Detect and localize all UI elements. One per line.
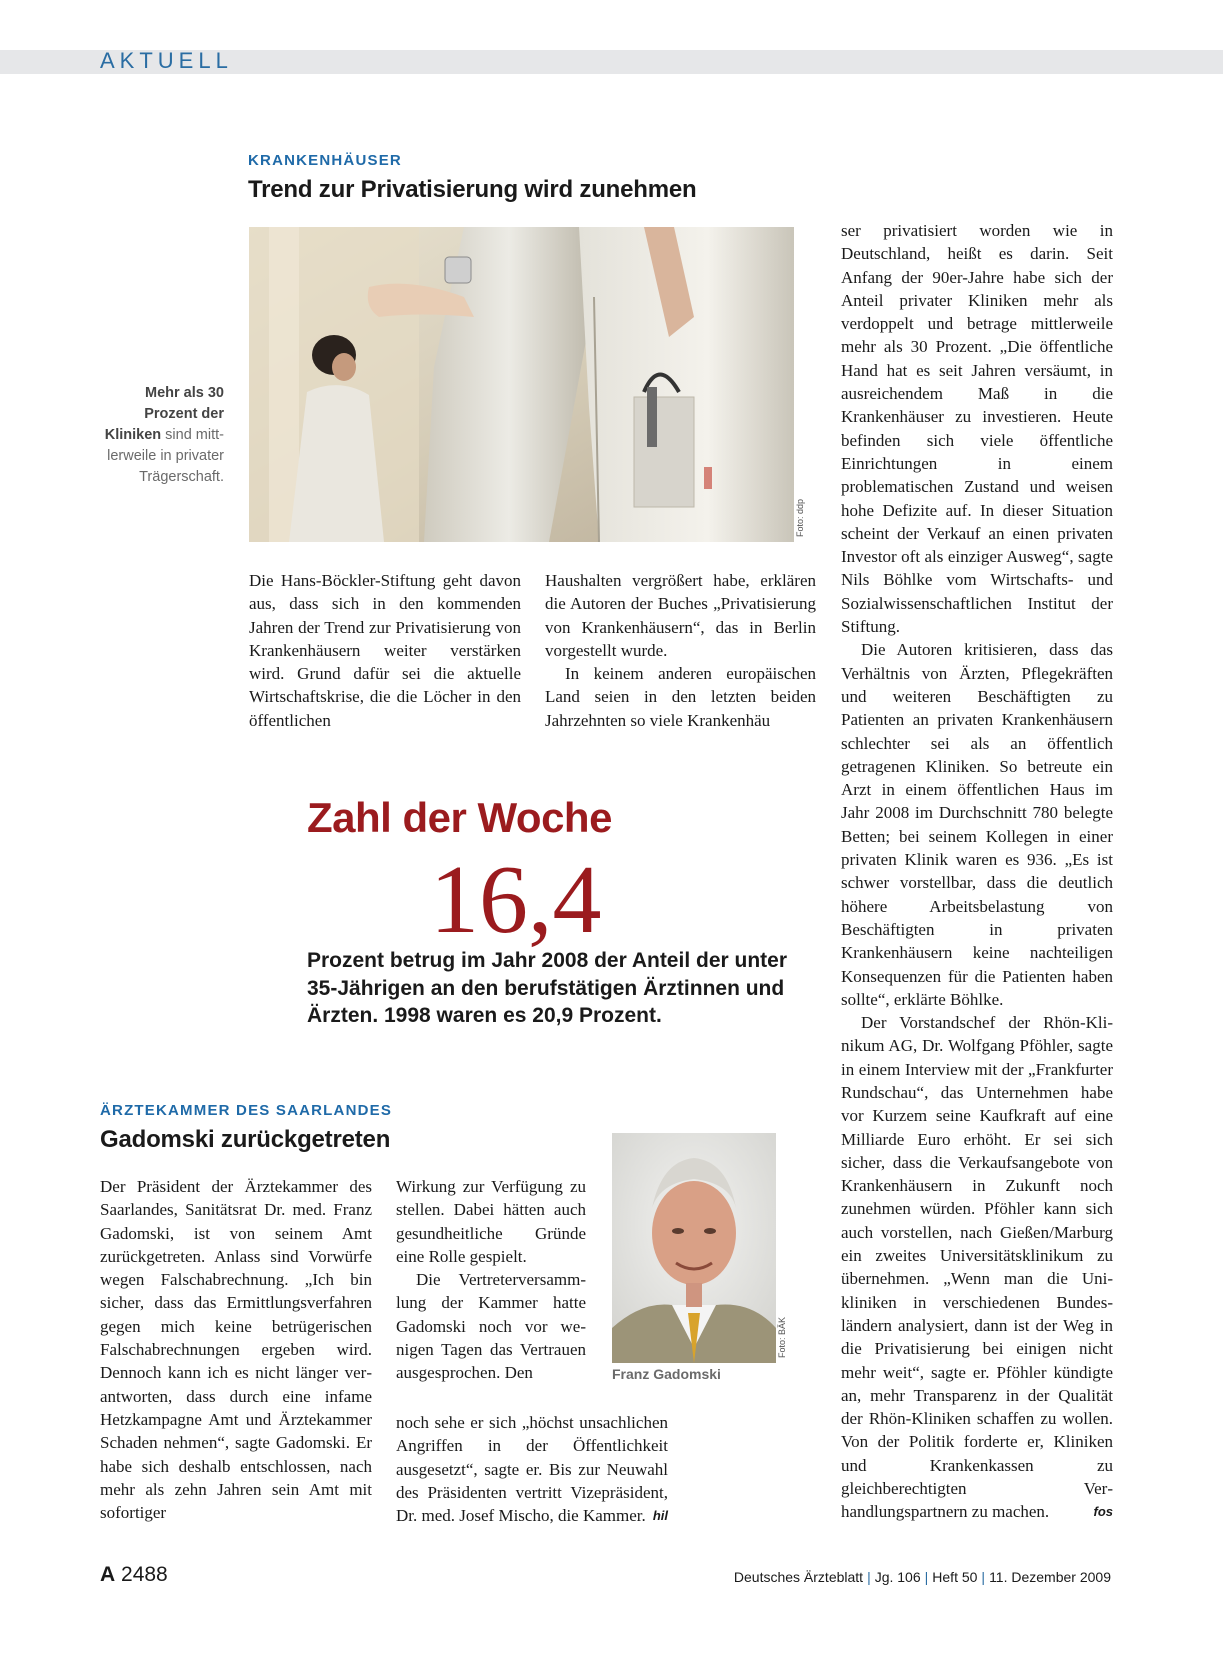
- paragraph: Die Autoren kritisieren, dass das Verhältnis von Ärzten, Pflegekräften und weiteren Beschäftigten zu Patienten an privaten Krankenhäusern schlechter sei als an öffentlich getragenen Kliniken. So betreute ein Arzt in einem öffentlichen Haus im Jahr 2008 im Durchschnitt 780 belegte Betten; bei seinem Kollegen in einer privaten Klinik waren es 936. „Es ist schwer vorstellbar, dass die deutlich höhere Arbeitsbelastung von Beschäftigten in privaten Krankenhäusern keine nachteiligen Konsequenzen für die Patienten haben sollte“, erklärte Böhlke.: [841, 640, 1113, 1009]
- journal-volume: Jg. 106: [874, 1569, 921, 1585]
- article2-column-2-upper: [396, 1175, 586, 1385]
- page-prefix: A: [100, 1563, 116, 1586]
- article1-kicker: KRANKENHÄUSER: [248, 152, 402, 169]
- article2-headline: Gadomski zurückgetreten: [100, 1126, 391, 1153]
- paragraph: [841, 1011, 1113, 1524]
- article2-column-2-lower: [396, 1411, 668, 1527]
- paragraph: Wirkung zur Verfügung zu stellen. Dabei hätten auch gesundheitliche Gründe eine Rolle gespielt.: [396, 1177, 586, 1266]
- portrait-credit: Foto: BÄK: [777, 1316, 787, 1358]
- article1-column-3: [841, 219, 1113, 1524]
- paragraph: In keinem anderen europäischen Land seien in den letzten beiden Jahrzehnten so viele Krankenhäu: [545, 664, 816, 730]
- photo-caption: [90, 383, 224, 488]
- caption-bold: Mehr als 30 Prozent der Kliniken: [104, 385, 224, 443]
- article1-column-1: [249, 569, 521, 732]
- page-number-value: 2488: [121, 1563, 168, 1586]
- journal-date: 11. Dezember 2009: [989, 1569, 1111, 1585]
- zahl-der-woche-number: 16,4: [430, 846, 602, 954]
- hospital-photo: [249, 227, 794, 542]
- journal-name: Deutsches Ärzteblatt: [733, 1569, 864, 1585]
- zahl-der-woche-title: Zahl der Woche: [307, 794, 612, 841]
- author-signature: hil: [652, 1508, 668, 1524]
- page-number: [100, 1563, 168, 1587]
- article1-column-2: [545, 569, 816, 732]
- paragraph: Der Präsident der Ärztekammer des Saarlandes, Sanitätsrat Dr. med. Franz Gadomski, ist von seinem Amt zurückgetreten. Anlass sind Vorwürfe wegen Falschabrechnung. „Ich bin sicher, dass das Ermittlungsverfahren gegen mich keine betrügerischen Falschabrechnungen ergeben wird. Dennoch kann ich es nicht länger verantworten, dass durch eine infame Hetzkampagne Amt und Ärztekammer Schaden nehmen“, sagte Gadomski. Er habe sich deshalb entschlossen, nach mehr als zehn Jahren sein Amt mit sofortiger: [100, 1177, 372, 1523]
- journal-info: Deutsches Ärzteblatt | Jg. 106 | Heft 50 | 11. Dezember 2009: [733, 1569, 1111, 1585]
- portrait-photo: [612, 1133, 776, 1363]
- portrait-illustration: [612, 1133, 776, 1363]
- author-signature: fos: [1093, 1504, 1113, 1520]
- article2-column-1: [100, 1175, 372, 1524]
- section-label: AKTUELL: [100, 48, 233, 73]
- paragraph: Die Hans-Böckler-Stiftung geht davon aus, dass sich in den kommenden Jahren der Trend zur Privatisierung von Krankenhäusern weiter verstärken wird. Grund dafür sei die aktuelle Wirtschaftskrise, die die Löcher in den öffentlichen: [249, 571, 521, 730]
- paragraph-text: noch sehe er sich „höchst unsachlichen Angriffen in der Öffentlichkeit ausgesetzt“, sagte er. Bis zur Neuwahl des Präsidenten vertritt Vizepräsident, Dr. med. Josef Mischo, die Kammer.: [396, 1413, 668, 1526]
- paragraph: ser privatisiert worden wie in Deutschland, heißt es darin. Seit Anfang der 90er-Jahre habe sich der Anteil privater Kliniken mehr als verdoppelt und betrage mittlerweile mehr als 30 Prozent. „Die öffentliche Hand hat es seit Jahren versäumt, in ausreichendem Maß in die Krankenhäuser zu investieren. Heute befinden sich viele öffentliche Einrichtungen in einem problematischen Zustand und weisen hohe Defizite auf. In dieser Situation scheint der Verkauf an einen privaten Investor oft als einziger Ausweg“, sagte Nils Böhlke vom Wirtschafts- und Sozialwissenschaftlichen Institut der Stiftung.: [841, 221, 1113, 637]
- paragraph: Die Vertreterversammlung der Kammer hatte Gadomski noch vor wenigen Tagen das Vertrauen ausgesprochen. Den: [396, 1270, 586, 1383]
- article2-kicker: ÄRZTEKAMMER DES SAARLANDES: [100, 1102, 393, 1119]
- article1-headline: Trend zur Privatisierung wird zunehmen: [248, 176, 697, 203]
- photo-credit: Foto: ddp: [795, 498, 805, 537]
- caption-rest: sind mittlerweile in privater Trägerschaft.: [107, 427, 224, 485]
- paragraph-text: Der Vorstandschef der Rhön-Klinikum AG, Dr. Wolfgang Pföhler, sagte in einem Interview mit der „Frankfurter Rundschau“, das Unternehmen habe vor Kurzem seine Kaufkraft auf eine Milliarde Euro erhöht. Er sei sich sicher, dass die Verkaufsangebote von Krankenhäusern in Zukunft noch zunehmen würden. Pföhler kann sich auch vorstellen, nach Gießen/Marburg ein zweites Universitätsklinikum zu übernehmen. „Wenn man die Unikliniken in verschiedenen Bundesländern analysiert, dann ist der Weg in die Privatisierung bei einigen nicht mehr weit“, sagte er. Pföhler kündigte an, mehr Transparenz in der Qualität der Rhön-Kliniken schaffen zu wollen. Von der Politik forderte er, Kliniken und Krankenkassen zu gleichberechtigten Verhandlungspartnern zu machen.: [841, 1013, 1113, 1522]
- paragraph: [396, 1411, 668, 1527]
- journal-issue: Heft 50: [932, 1569, 978, 1585]
- zahl-der-woche-text: Prozent betrug im Jahr 2008 der Anteil der unter 35-Jährigen an den berufstätigen Ärztinnen und Ärzten. 1998 waren es 20,9 Prozent.: [307, 949, 788, 1027]
- paragraph: Haushalten vergrößert habe, erklären die Autoren der Buches „Privatisierung von Krankenhäusern“, das in Berlin vorgestellt wurde.: [545, 571, 816, 660]
- hospital-photo-illustration: [249, 227, 794, 542]
- portrait-caption: Franz Gadomski: [612, 1366, 721, 1382]
